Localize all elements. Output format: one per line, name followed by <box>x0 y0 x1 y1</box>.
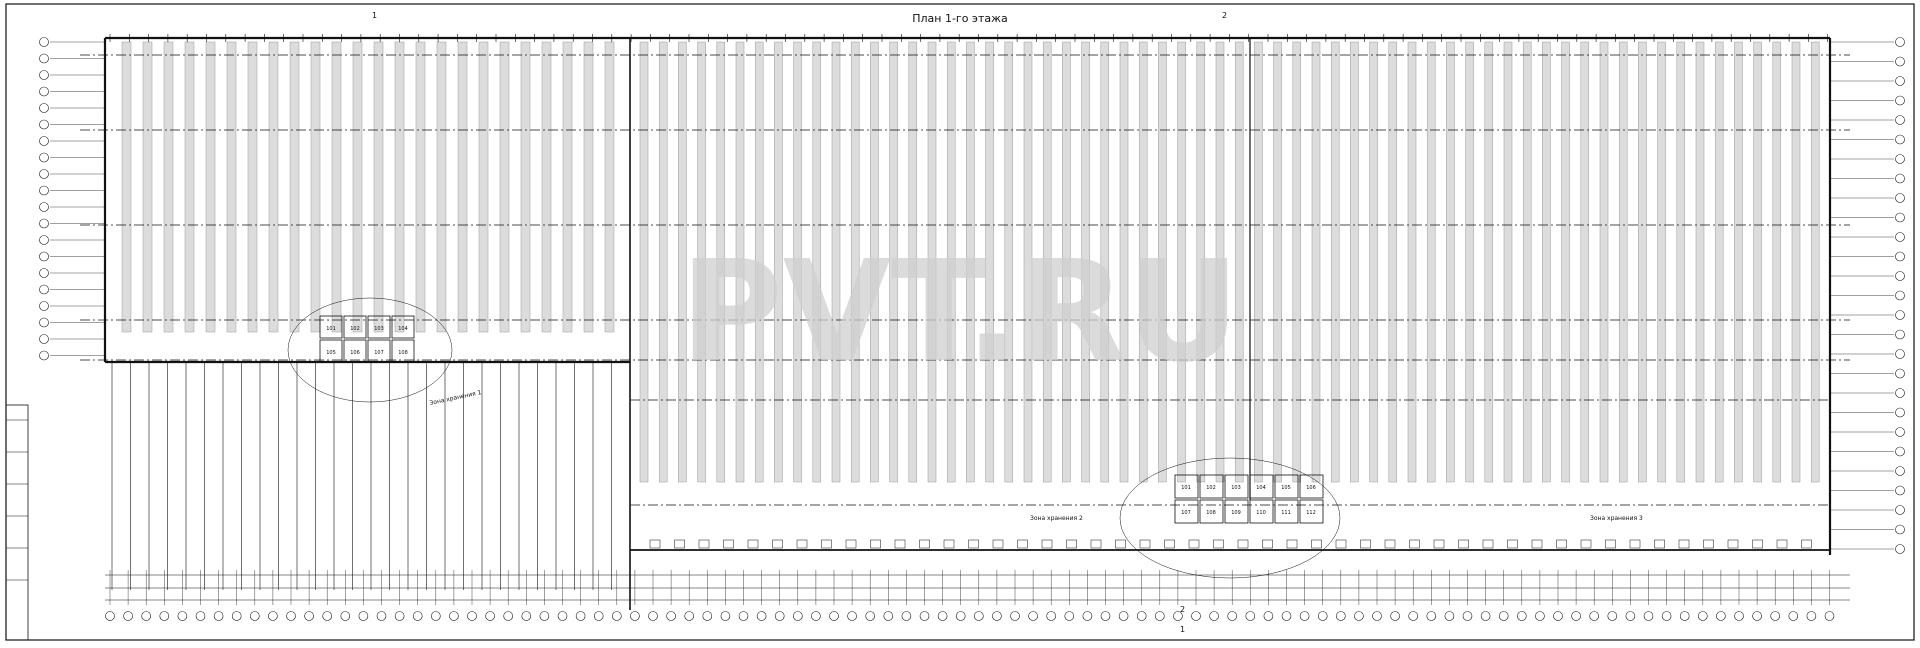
axis-bubble-bottom <box>124 612 133 621</box>
rack-right <box>1312 42 1320 482</box>
rack-right <box>1389 42 1397 482</box>
room-number: 104 <box>1256 485 1266 491</box>
rack-left <box>500 42 509 332</box>
room-number: 103 <box>374 326 384 332</box>
dock-door <box>748 540 758 548</box>
room-number: 109 <box>1231 510 1241 516</box>
dock-door <box>1704 540 1714 548</box>
dock-door <box>1630 540 1640 548</box>
axis-bubble-bottom <box>1680 612 1689 621</box>
axis-bubble-bottom <box>902 612 911 621</box>
axis-bubble-bottom <box>250 612 259 621</box>
axis-bubble-bottom <box>1137 612 1146 621</box>
rack-left <box>521 42 530 332</box>
axis-bubble-right <box>1896 272 1905 281</box>
room-number: 108 <box>1206 510 1216 516</box>
dock-door <box>1165 540 1175 548</box>
dock-door <box>846 540 856 548</box>
dock-door <box>822 540 832 548</box>
rack-right <box>1562 42 1570 482</box>
dock-door <box>724 540 734 548</box>
rack-left <box>122 42 131 332</box>
rack-left <box>437 42 446 332</box>
axis-bubble-bottom <box>830 612 839 621</box>
axis-bubble-right <box>1896 135 1905 144</box>
rack-right <box>640 42 648 482</box>
dock-door <box>1140 540 1150 548</box>
axis-bubble-bottom <box>1101 612 1110 621</box>
axis-bubble-bottom <box>1210 612 1219 621</box>
axis-bubble-right <box>1896 194 1905 203</box>
axis-bubble-right <box>1896 77 1905 86</box>
dock-door <box>1679 540 1689 548</box>
dock-door <box>797 540 807 548</box>
section-mark-3: 1 <box>1180 625 1186 634</box>
axis-bubble-right <box>1896 96 1905 105</box>
axis-bubble-bottom <box>1698 612 1707 621</box>
dock-door <box>1728 540 1738 548</box>
axis-bubble-right <box>1896 389 1905 398</box>
axis-bubble-right <box>1896 38 1905 47</box>
dock-door <box>1459 540 1469 548</box>
rack-right <box>1254 42 1262 482</box>
axis-bubble-bottom <box>377 612 386 621</box>
axis-bubble-bottom <box>1644 612 1653 621</box>
axis-bubble-left <box>40 269 49 278</box>
axis-bubble-bottom <box>359 612 368 621</box>
dock-door <box>1483 540 1493 548</box>
dock-door <box>1606 540 1616 548</box>
axis-bubble-bottom <box>667 612 676 621</box>
rack-left <box>416 42 425 332</box>
dock-door <box>1067 540 1077 548</box>
dock-door <box>1434 540 1444 548</box>
rack-left <box>332 42 341 332</box>
rack-right <box>659 42 667 482</box>
rack-right <box>1523 42 1531 482</box>
axis-bubble-left <box>40 285 49 294</box>
rack-right <box>1619 42 1627 482</box>
dock-door <box>1116 540 1126 548</box>
axis-bubble-bottom <box>1771 612 1780 621</box>
rack-right <box>1754 42 1762 482</box>
rack-right <box>1542 42 1550 482</box>
axis-bubble-left <box>40 153 49 162</box>
dock-door <box>1091 540 1101 548</box>
rack-left <box>374 42 383 332</box>
axis-bubble-bottom <box>106 612 115 621</box>
zone-label-3: Зона хранения 3 <box>1590 515 1643 522</box>
axis-bubble-bottom <box>504 612 513 621</box>
axis-bubble-bottom <box>775 612 784 621</box>
rack-left <box>542 42 551 332</box>
axis-bubble-bottom <box>1119 612 1128 621</box>
axis-bubble-bottom <box>956 612 965 621</box>
axis-bubble-bottom <box>431 612 440 621</box>
axis-bubble-bottom <box>486 612 495 621</box>
axis-bubble-right <box>1896 369 1905 378</box>
axis-bubble-bottom <box>1572 612 1581 621</box>
room-number: 103 <box>1231 485 1241 491</box>
rack-left <box>290 42 299 332</box>
axis-bubble-bottom <box>630 612 639 621</box>
room-number: 102 <box>350 326 360 332</box>
section-mark-2: 2 <box>1222 11 1228 20</box>
axis-bubble-bottom <box>685 612 694 621</box>
dock-door <box>895 540 905 548</box>
zone-label-2: Зона хранения 2 <box>1030 515 1083 522</box>
dock-door <box>1777 540 1787 548</box>
watermark: PVT.RU <box>680 231 1240 394</box>
room-number: 107 <box>374 350 384 356</box>
rack-right <box>1293 42 1301 482</box>
axis-bubble-left <box>40 137 49 146</box>
rack-right <box>1466 42 1474 482</box>
rack-right <box>1600 42 1608 482</box>
rack-left <box>206 42 215 332</box>
axis-bubble-right <box>1896 330 1905 339</box>
axis-bubble-left <box>40 38 49 47</box>
axis-bubble-right <box>1896 545 1905 554</box>
rack-right <box>1581 42 1589 482</box>
axis-bubble-bottom <box>866 612 875 621</box>
section-mark-1: 1 <box>372 11 378 20</box>
room-number: 104 <box>398 326 408 332</box>
rack-right <box>1274 42 1282 482</box>
axis-bubble-bottom <box>594 612 603 621</box>
dock-door <box>920 540 930 548</box>
axis-bubble-right <box>1896 252 1905 261</box>
axis-bubble-bottom <box>1065 612 1074 621</box>
rack-right <box>1811 42 1819 482</box>
room-number: 106 <box>1306 485 1316 491</box>
axis-bubble-bottom <box>1047 612 1056 621</box>
dock-door <box>1385 540 1395 548</box>
rack-right <box>1446 42 1454 482</box>
title-block <box>6 405 28 640</box>
axis-bubble-bottom <box>1590 612 1599 621</box>
axis-bubble-bottom <box>1499 612 1508 621</box>
room-number: 102 <box>1206 485 1216 491</box>
axis-bubble-bottom <box>1481 612 1490 621</box>
rack-right <box>1427 42 1435 482</box>
axis-bubble-bottom <box>1427 612 1436 621</box>
axis-bubble-left <box>40 351 49 360</box>
rack-left <box>269 42 278 332</box>
rack-right <box>1638 42 1646 482</box>
axis-bubble-right <box>1896 447 1905 456</box>
axis-bubble-bottom <box>1011 612 1020 621</box>
axis-bubble-left <box>40 302 49 311</box>
rack-right <box>1658 42 1666 482</box>
axis-bubble-right <box>1896 311 1905 320</box>
rack-left <box>458 42 467 332</box>
axis-bubble-bottom <box>1807 612 1816 621</box>
rack-right <box>1677 42 1685 482</box>
axis-bubble-bottom <box>992 612 1001 621</box>
dock-door <box>993 540 1003 548</box>
rack-left <box>584 42 593 332</box>
axis-bubble-right <box>1896 233 1905 242</box>
dock-door <box>1042 540 1052 548</box>
room-number: 101 <box>326 326 336 332</box>
dock-door <box>969 540 979 548</box>
axis-bubble-bottom <box>1318 612 1327 621</box>
dock-door <box>1753 540 1763 548</box>
dock-door <box>650 540 660 548</box>
axis-bubble-bottom <box>1409 612 1418 621</box>
axis-bubble-bottom <box>196 612 205 621</box>
rack-right <box>1696 42 1704 482</box>
rack-right <box>1331 42 1339 482</box>
axis-bubble-bottom <box>612 612 621 621</box>
axis-bubble-bottom <box>1463 612 1472 621</box>
axis-bubble-right <box>1896 116 1905 125</box>
rack-left <box>143 42 152 332</box>
axis-bubble-left <box>40 186 49 195</box>
axis-bubble-bottom <box>974 612 983 621</box>
axis-bubble-bottom <box>1662 612 1671 621</box>
axis-bubble-bottom <box>323 612 332 621</box>
axis-bubble-bottom <box>1264 612 1273 621</box>
dock-door <box>1532 540 1542 548</box>
axis-bubble-left <box>40 318 49 327</box>
axis-bubble-right <box>1896 506 1905 515</box>
axis-bubble-right <box>1896 57 1905 66</box>
dock-door <box>1336 540 1346 548</box>
rack-left <box>311 42 320 332</box>
axis-bubble-bottom <box>920 612 929 621</box>
rack-left <box>164 42 173 332</box>
axis-bubble-bottom <box>1716 612 1725 621</box>
axis-bubble-bottom <box>214 612 223 621</box>
dock-door <box>1410 540 1420 548</box>
axis-bubble-bottom <box>287 612 296 621</box>
rack-left <box>395 42 404 332</box>
axis-bubble-bottom <box>142 612 151 621</box>
axis-bubble-bottom <box>160 612 169 621</box>
dock-door <box>1238 540 1248 548</box>
dock-door <box>1189 540 1199 548</box>
dock-door <box>1557 540 1567 548</box>
axis-bubble-bottom <box>1192 612 1201 621</box>
axis-bubble-bottom <box>649 612 658 621</box>
dock-door <box>1214 540 1224 548</box>
axis-bubble-bottom <box>1373 612 1382 621</box>
axis-bubble-bottom <box>757 612 766 621</box>
axis-bubble-bottom <box>1155 612 1164 621</box>
axis-bubble-bottom <box>540 612 549 621</box>
room-number: 105 <box>326 350 336 356</box>
axis-bubble-bottom <box>468 612 477 621</box>
dock-door <box>675 540 685 548</box>
rack-right <box>1408 42 1416 482</box>
axis-bubble-bottom <box>1535 612 1544 621</box>
dock-door <box>1018 540 1028 548</box>
axis-bubble-right <box>1896 213 1905 222</box>
axis-bubble-bottom <box>1354 612 1363 621</box>
axis-bubble-bottom <box>1300 612 1309 621</box>
zone-label-1: Зона хранения 1 <box>428 389 483 407</box>
axis-bubble-bottom <box>848 612 857 621</box>
rack-right <box>1485 42 1493 482</box>
axis-bubble-left <box>40 104 49 113</box>
axis-bubble-bottom <box>1391 612 1400 621</box>
axis-bubble-bottom <box>522 612 531 621</box>
rack-left <box>605 42 614 332</box>
rack-right <box>1792 42 1800 482</box>
zone-outline-center <box>1120 458 1340 578</box>
rack-right <box>1504 42 1512 482</box>
axis-bubble-bottom <box>178 612 187 621</box>
axis-bubble-bottom <box>1445 612 1454 621</box>
rack-left <box>563 42 572 332</box>
axis-bubble-bottom <box>1735 612 1744 621</box>
axis-bubble-right <box>1896 174 1905 183</box>
rack-right <box>1370 42 1378 482</box>
axis-bubble-bottom <box>1336 612 1345 621</box>
rack-left <box>185 42 194 332</box>
axis-bubble-left <box>40 170 49 179</box>
axis-bubble-bottom <box>739 612 748 621</box>
rack-left <box>227 42 236 332</box>
axis-bubble-left <box>40 252 49 261</box>
section-mark-4: 2 <box>1180 605 1186 614</box>
axis-bubble-bottom <box>1608 612 1617 621</box>
axis-bubble-bottom <box>413 612 422 621</box>
dock-door <box>1312 540 1322 548</box>
axis-bubble-right <box>1896 408 1905 417</box>
dock-door <box>773 540 783 548</box>
dock-door <box>1263 540 1273 548</box>
axis-bubble-left <box>40 335 49 344</box>
axis-bubble-bottom <box>1517 612 1526 621</box>
room-number: 101 <box>1181 485 1191 491</box>
plan-title: План 1-го этажа <box>912 12 1008 25</box>
axis-bubble-left <box>40 54 49 63</box>
axis-bubble-left <box>40 87 49 96</box>
axis-bubble-left <box>40 71 49 80</box>
dock-door <box>1802 540 1812 548</box>
axis-bubble-left <box>40 203 49 212</box>
axis-bubble-bottom <box>721 612 730 621</box>
axis-bubble-bottom <box>1753 612 1762 621</box>
axis-bubble-bottom <box>232 612 241 621</box>
dock-door <box>871 540 881 548</box>
axis-bubble-bottom <box>793 612 802 621</box>
axis-bubble-bottom <box>1554 612 1563 621</box>
axis-bubble-right <box>1896 428 1905 437</box>
room-number: 110 <box>1256 510 1266 516</box>
axis-bubble-bottom <box>1789 612 1798 621</box>
room-number: 112 <box>1306 510 1316 516</box>
axis-bubble-bottom <box>395 612 404 621</box>
dock-door <box>1581 540 1591 548</box>
dock-door <box>1287 540 1297 548</box>
axis-bubble-right <box>1896 467 1905 476</box>
axis-bubble-left <box>40 219 49 228</box>
axis-bubble-right <box>1896 486 1905 495</box>
axis-bubble-bottom <box>449 612 458 621</box>
axis-bubble-bottom <box>558 612 567 621</box>
room-number: 111 <box>1281 510 1291 516</box>
axis-bubble-bottom <box>938 612 947 621</box>
rack-right <box>1350 42 1358 482</box>
axis-bubble-bottom <box>305 612 314 621</box>
rack-left <box>248 42 257 332</box>
rack-left <box>479 42 488 332</box>
axis-bubble-bottom <box>1246 612 1255 621</box>
dock-door <box>699 540 709 548</box>
axis-bubble-bottom <box>1282 612 1291 621</box>
axis-bubble-right <box>1896 350 1905 359</box>
room-number: 106 <box>350 350 360 356</box>
axis-bubble-bottom <box>1825 612 1834 621</box>
axis-bubble-right <box>1896 525 1905 534</box>
axis-bubble-bottom <box>1228 612 1237 621</box>
axis-bubble-bottom <box>703 612 712 621</box>
axis-bubble-bottom <box>341 612 350 621</box>
axis-bubble-right <box>1896 291 1905 300</box>
axis-bubble-bottom <box>884 612 893 621</box>
axis-bubble-left <box>40 120 49 129</box>
room-number: 107 <box>1181 510 1191 516</box>
axis-bubble-bottom <box>1083 612 1092 621</box>
dock-door <box>944 540 954 548</box>
axis-bubble-bottom <box>1626 612 1635 621</box>
axis-bubble-bottom <box>268 612 277 621</box>
dock-door <box>1361 540 1371 548</box>
rack-right <box>1734 42 1742 482</box>
room-number: 105 <box>1281 485 1291 491</box>
axis-bubble-bottom <box>1029 612 1038 621</box>
axis-bubble-bottom <box>576 612 585 621</box>
dock-door <box>1655 540 1665 548</box>
axis-bubble-right <box>1896 155 1905 164</box>
axis-bubble-left <box>40 236 49 245</box>
dock-door <box>1508 540 1518 548</box>
rack-right <box>1715 42 1723 482</box>
axis-bubble-bottom <box>811 612 820 621</box>
rack-right <box>1773 42 1781 482</box>
room-number: 108 <box>398 350 408 356</box>
rack-left <box>353 42 362 332</box>
